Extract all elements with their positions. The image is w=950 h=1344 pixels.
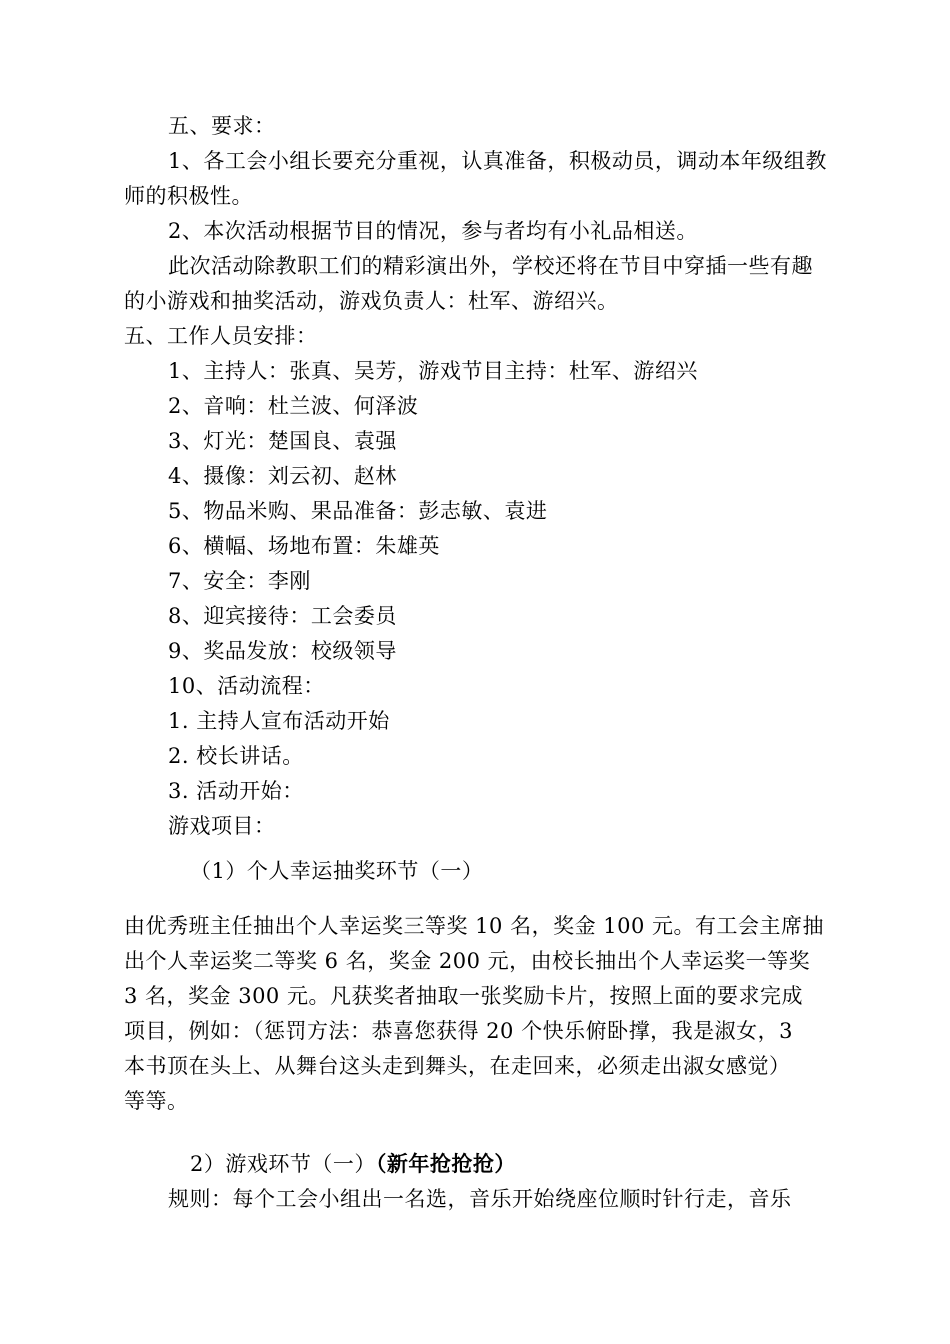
paragraph-line: 项目，例如：（惩罚方法：恭喜您获得 20 个快乐俯卧撑，我是淑女，3 [124, 1019, 793, 1043]
list-item: 1、主持人：张真、吴芳，游戏节目主持：杜军、游绍兴 [168, 359, 698, 383]
list-item: 9、奖品发放：校级领导 [168, 639, 397, 663]
list-item: 5、物品米购、果品准备：彭志敏、袁进 [168, 499, 548, 523]
list-item: 2. 校长讲话。 [168, 744, 304, 768]
list-item: 2、音响：杜兰波、何泽波 [168, 394, 419, 418]
paragraph-line: 本书顶在头上、从舞台这头走到舞头，在走回来，必须走出淑女感觉） [124, 1054, 791, 1078]
list-item: 10、活动流程： [168, 674, 325, 698]
paragraph-line: 此次活动除教职工们的精彩演出外，学校还将在节目中穿插一些有趣 [168, 254, 813, 278]
paragraph-line: 1、各工会小组长要充分重视，认真准备，积极动员，调动本年级组教 [168, 149, 827, 173]
paragraph-line: 等等。 [124, 1089, 189, 1113]
list-item: 3、灯光：楚国良、袁强 [168, 429, 397, 453]
game-title: （新年抢抢抢） [375, 1152, 516, 1176]
subheading-game-section [190, 1151, 516, 1177]
subheading-games: 游戏项目： [168, 814, 276, 838]
paragraph-line: 3 名，奖金 300 元。凡获奖者抽取一张奖励卡片，按照上面的要求完成 [124, 984, 803, 1008]
paragraph-line: 规则：每个工会小组出一名选，音乐开始绕座位顺时针行走，音乐 [168, 1187, 792, 1211]
section-heading-staff: 五、工作人员安排： [124, 324, 318, 348]
paragraph-line: 的小游戏和抽奖活动，游戏负责人：杜军、游绍兴。 [124, 289, 619, 313]
paragraph-line: 师的积极性。 [124, 184, 253, 208]
list-item: 7、安全：李刚 [168, 569, 311, 593]
game-section-label: 2）游戏环节（一） [190, 1152, 376, 1176]
list-item: 1. 主持人宣布活动开始 [168, 709, 390, 733]
section-heading-requirements: 五、要求： [168, 114, 276, 138]
paragraph-line: 出个人幸运奖二等奖 6 名，奖金 200 元，由校长抽出个人幸运奖一等奖 [124, 949, 811, 973]
list-item: 3. 活动开始： [168, 779, 304, 803]
paragraph-line: 2、本次活动根据节目的情况，参与者均有小礼品相送。 [168, 219, 698, 243]
list-item: 6、横幅、场地布置：朱雄英 [168, 534, 440, 558]
paragraph-line: 由优秀班主任抽出个人幸运奖三等奖 10 名，奖金 100 元。有工会主席抽 [124, 914, 825, 938]
list-item: 8、迎宾接待：工会委员 [168, 604, 397, 628]
subheading-lottery: （1）个人幸运抽奖环节（一） [190, 859, 484, 883]
list-item: 4、摄像：刘云初、赵林 [168, 464, 397, 488]
